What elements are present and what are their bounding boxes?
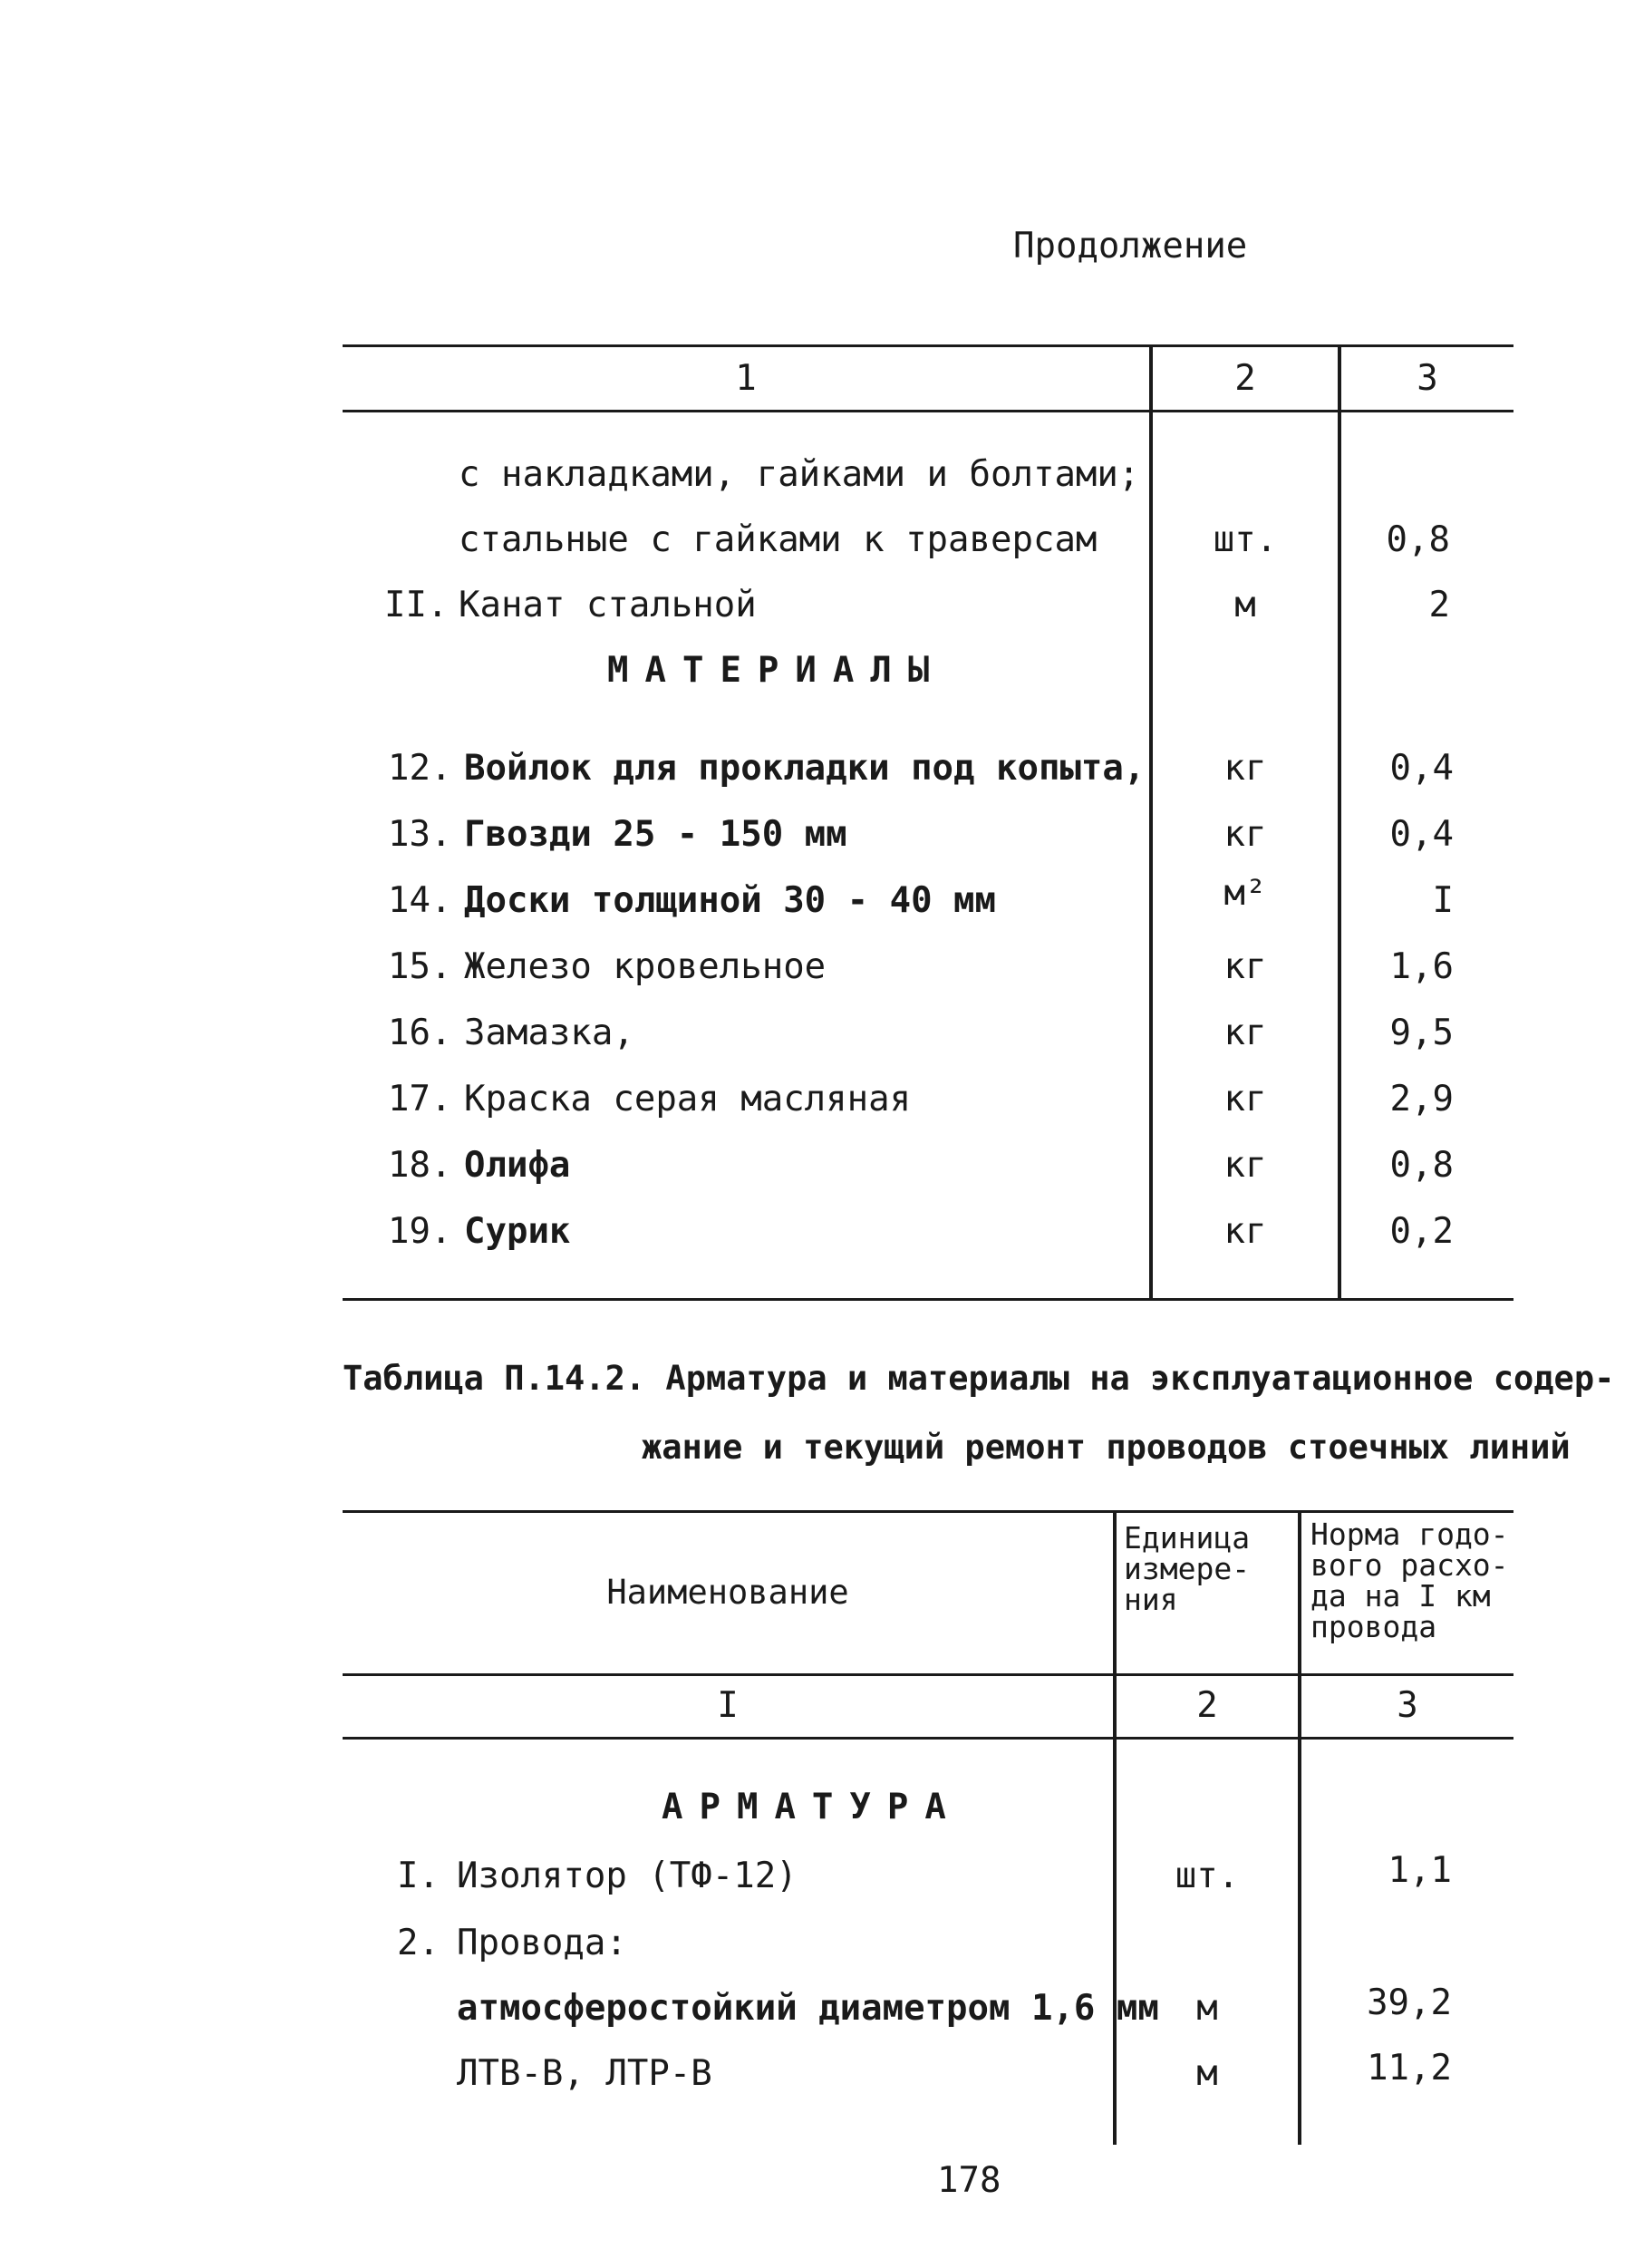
table-row-value: 1,1 [1388,1850,1452,1891]
table-row-num: 14. [388,880,452,921]
table2-number-rule [343,1737,1513,1740]
table-row-name: Провода: [457,1923,627,1963]
table-row-num: II. [384,585,449,625]
header-norm-line: вого расхо- [1310,1547,1509,1583]
table-row-value: I [1432,880,1454,921]
continuation-label: Продолжение [1013,226,1248,267]
table-row-name: атмосферостойкий диаметром 1,6 мм [457,1988,1159,2029]
table2-header-unit [1124,1520,1292,1617]
table2-caption-line2: жание и текущий ремонт проводов стоечных линий [642,1428,1571,1467]
table-row-value: 0,8 [1389,1145,1454,1186]
section-heading-armature: АРМАТУРА [662,1787,962,1827]
table2-header-rule [343,1673,1513,1676]
table2-colnum-2: 2 [1196,1685,1218,1726]
table-row-unit: шт. [1213,519,1278,560]
table2-colnum-3: 3 [1397,1685,1418,1726]
table-row-num: I. [397,1856,440,1896]
table1-header-col2: 2 [1234,358,1256,399]
table2-col-divider-2 [1298,1510,1301,2145]
table1-header-col3: 3 [1417,358,1438,399]
table-row-value: 39,2 [1367,1982,1452,2023]
header-unit-line: Единица [1124,1520,1251,1556]
header-norm-line: да на I км [1310,1578,1491,1614]
table-row-name: Железо кровельное [464,946,827,987]
table2-col-divider-1 [1113,1510,1117,2145]
table-row-unit: м [1234,585,1256,625]
table-row-name: стальные с гайками к траверсам [459,519,1098,560]
table-row-name: Сурик [464,1211,571,1252]
table-row-value: 2,9 [1389,1079,1454,1119]
table2-colnum-1: I [717,1685,739,1726]
table-row-num: 18. [388,1145,452,1186]
table-row-name: Изолятор (ТФ-12) [457,1856,798,1896]
table-row-num: 17. [388,1079,452,1119]
table1-header-col1: 1 [735,358,757,399]
table-row-num: 16. [388,1013,452,1053]
table-row-name: Войлок для прокладки под копыта, [464,748,1146,789]
table-row-unit: кг [1223,1013,1267,1053]
table-row-value: 11,2 [1367,2048,1452,2089]
table-row-num: 12. [388,748,452,789]
table-row-name: Олифа [464,1145,571,1186]
header-unit-line: ния [1124,1582,1178,1617]
table-row-unit: м² [1223,873,1267,914]
table1-bottom-rule [343,1298,1513,1301]
table-row-name: Гвозди 25 - 150 мм [464,814,847,855]
table-row-unit: шт. [1175,1856,1240,1896]
table-row-unit: м [1196,2053,1218,2094]
page-number: 178 [937,2160,1001,2201]
table-row-value: 0,2 [1389,1211,1454,1252]
table-row-unit: кг [1223,1079,1267,1119]
table-row-value: 9,5 [1389,1013,1454,1053]
table-row-value: 2 [1428,585,1450,625]
table-row-unit: кг [1223,946,1267,987]
table2-header-norm [1310,1519,1512,1643]
table2-header-name: Наименование [606,1573,849,1612]
table-row-num: 15. [388,946,452,987]
section-heading-materials: МАТЕРИАЛЫ [607,650,946,691]
table-row-unit: кг [1223,748,1267,789]
table-row-name: ЛТВ-В, ЛТР-В [457,2053,712,2094]
table-row-unit: кг [1223,814,1267,855]
table-row-name: Краска серая масляная [464,1079,912,1119]
table-row-name: Канат стальной [459,585,757,625]
table-row-value: 0,8 [1386,519,1450,560]
header-norm-line: провода [1310,1609,1437,1644]
table-row-unit: кг [1223,1145,1267,1186]
table-row-num: 13. [388,814,452,855]
table2-top-rule [343,1510,1513,1513]
table-row-name: Доски толщиной 30 - 40 мм [464,880,996,921]
table-row-unit: кг [1223,1211,1267,1252]
table-row-value: 1,6 [1389,946,1454,987]
header-norm-line: Норма годо- [1310,1517,1509,1552]
table-row-num: 19. [388,1211,452,1252]
header-unit-line: измере- [1124,1551,1251,1586]
table-row-num: 2. [397,1923,440,1963]
table-row-name: Замазка, [464,1013,634,1053]
table-row: с накладками, гайками и болтами; [459,454,1140,495]
table2-caption-line1: Таблица П.14.2. Арматура и материалы на эксплуатационное содер- [343,1359,1615,1398]
table-row-value: 0,4 [1389,814,1454,855]
table-row-value: 0,4 [1389,748,1454,789]
table-row-unit: м [1196,1988,1218,2029]
